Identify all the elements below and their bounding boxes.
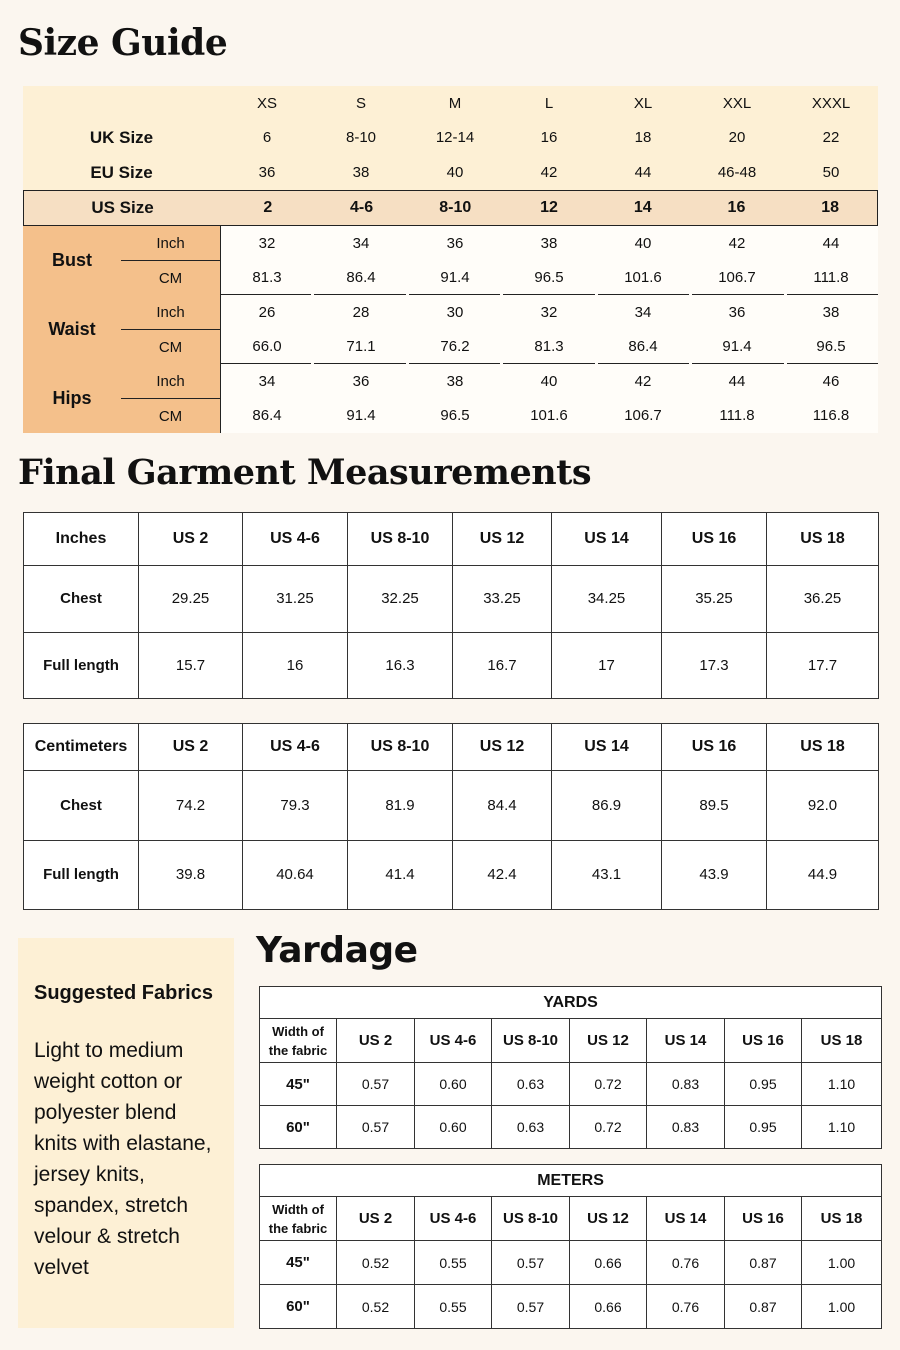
yardage-row xyxy=(260,1241,882,1285)
garment-value-cell: 16 xyxy=(243,632,348,699)
fabric-width-header xyxy=(260,1019,337,1063)
group-vertical-divider xyxy=(220,364,221,433)
garment-value-cell: 84.4 xyxy=(453,771,552,841)
yardage-value-cell: 0.72 xyxy=(570,1063,647,1106)
garment-value-cell: 86.9 xyxy=(552,771,662,841)
unit-cm-label: CM xyxy=(158,338,183,356)
cm-value-cell: 111.8 xyxy=(719,407,755,424)
yardage-value-cell: 0.63 xyxy=(492,1106,570,1149)
garment-value-cell: 15.7 xyxy=(139,632,243,699)
separator-segment xyxy=(503,294,594,295)
yardage-title: Yardage xyxy=(256,930,418,971)
yardage-value-cell: 0.83 xyxy=(647,1063,725,1106)
garment-corner-label: Centimeters xyxy=(24,724,139,771)
cm-values-row xyxy=(220,260,878,295)
yardage-value-cell: 0.72 xyxy=(570,1106,647,1149)
yardage-value-cell: 0.95 xyxy=(725,1106,802,1149)
yardage-value-cell: 0.60 xyxy=(415,1106,492,1149)
garment-header-row xyxy=(24,724,879,771)
eu-size-cell: 46-48 xyxy=(717,164,757,181)
garment-row xyxy=(24,771,879,841)
yardage-size-header: US 16 xyxy=(725,1019,802,1063)
size-letter-cells xyxy=(220,95,878,112)
separator-segment xyxy=(314,294,405,295)
eu-size-cell: 44 xyxy=(634,164,652,181)
garment-value-cell: 36.25 xyxy=(767,566,879,633)
garment-inches-table xyxy=(23,512,879,699)
inch-value-cell: 38 xyxy=(446,372,464,390)
yardage-row-label: 60" xyxy=(260,1106,337,1149)
fabric-width-line2: the fabric xyxy=(268,1220,328,1236)
garment-size-header: US 12 xyxy=(453,513,552,566)
inch-value-cell: 28 xyxy=(352,303,370,321)
cm-value-cell: 101.6 xyxy=(624,269,662,286)
group-vertical-divider xyxy=(220,295,221,364)
measure-group-name: Waist xyxy=(48,319,96,339)
us-size-cell: 2 xyxy=(263,199,273,216)
cm-value-cell: 106.7 xyxy=(624,407,662,424)
yardage-header-row xyxy=(260,1019,882,1063)
garment-value-cell: 16.3 xyxy=(348,632,453,699)
size-letter-row xyxy=(23,86,878,120)
garment-value-cell: 17 xyxy=(552,632,662,699)
cm-value-cell: 96.5 xyxy=(534,269,564,286)
fabric-width-line2: the fabric xyxy=(268,1042,328,1058)
cm-value-cell: 86.4 xyxy=(346,269,376,286)
size-letter-cell: M xyxy=(448,94,462,112)
yardage-size-header: US 12 xyxy=(570,1019,647,1063)
garment-value-cell: 34.25 xyxy=(552,566,662,633)
yardage-value-cell: 0.55 xyxy=(415,1285,492,1329)
garment-cm-table xyxy=(23,723,879,910)
inch-values-row xyxy=(220,364,878,398)
cm-value-cell: 86.4 xyxy=(628,338,658,355)
us-size-cell: 12 xyxy=(540,199,558,216)
uk-size-label: UK Size xyxy=(89,127,154,147)
garment-row-label: Full length xyxy=(24,840,139,910)
eu-size-cell: 36 xyxy=(258,164,276,181)
us-size-cell: 18 xyxy=(821,199,840,216)
garment-value-cell: 16.7 xyxy=(453,632,552,699)
yardage-value-cell: 0.57 xyxy=(492,1241,570,1285)
garment-value-cell: 81.9 xyxy=(348,771,453,841)
yardage-meters-table xyxy=(259,1164,882,1329)
size-letter-cell: XL xyxy=(633,94,653,112)
garment-size-header: US 2 xyxy=(139,724,243,771)
measure-group-name: Hips xyxy=(52,388,92,408)
inch-value-cell: 38 xyxy=(822,303,840,321)
yardage-size-header: US 18 xyxy=(802,1019,882,1063)
garment-size-header: US 8-10 xyxy=(348,724,453,771)
garment-size-header: US 14 xyxy=(552,513,662,566)
garment-value-cell: 39.8 xyxy=(139,840,243,910)
separator-segment xyxy=(220,363,311,364)
cm-value-cell: 116.8 xyxy=(812,407,850,424)
group-separator xyxy=(220,363,878,364)
garment-value-cell: 43.1 xyxy=(552,840,662,910)
yardage-size-header: US 2 xyxy=(337,1197,415,1241)
garment-value-cell: 17.7 xyxy=(767,632,879,699)
inch-value-cell: 42 xyxy=(728,234,746,252)
unit-cm-label: CM xyxy=(158,407,183,425)
uk-size-cell: 22 xyxy=(822,129,840,146)
us-size-label: US Size xyxy=(91,198,154,217)
eu-size-cell: 50 xyxy=(822,164,840,181)
yardage-size-header: US 2 xyxy=(337,1019,415,1063)
yardage-value-cell: 0.76 xyxy=(647,1241,725,1285)
yardage-size-header: US 12 xyxy=(570,1197,647,1241)
garment-value-cell: 41.4 xyxy=(348,840,453,910)
yardage-value-cell: 0.76 xyxy=(647,1285,725,1329)
cm-value-cell: 101.6 xyxy=(530,407,568,424)
eu-size-cells xyxy=(220,164,878,181)
unit-cm-label: CM xyxy=(158,269,183,287)
us-size-cell: 8-10 xyxy=(439,199,472,216)
yardage-yards-table xyxy=(259,986,882,1149)
size-letter-cell: XS xyxy=(256,94,277,112)
inch-value-cell: 34 xyxy=(634,303,652,321)
separator-segment xyxy=(787,294,878,295)
uk-size-cell: 6 xyxy=(262,129,272,146)
inch-value-cell: 40 xyxy=(634,234,652,252)
fabric-width-header xyxy=(260,1197,337,1241)
yardage-value-cell: 0.87 xyxy=(725,1285,802,1329)
size-letter-cell: S xyxy=(355,94,366,112)
yardage-row-label: 45" xyxy=(260,1063,337,1106)
yardage-size-header: US 8-10 xyxy=(492,1019,570,1063)
uk-size-cell: 8-10 xyxy=(345,129,377,146)
uk-size-cells xyxy=(220,129,878,146)
garment-size-header: US 14 xyxy=(552,724,662,771)
garment-value-cell: 92.0 xyxy=(767,771,879,841)
yardage-value-cell: 0.60 xyxy=(415,1063,492,1106)
cm-value-cell: 111.8 xyxy=(813,269,849,286)
garment-size-header: US 4-6 xyxy=(243,513,348,566)
garment-row xyxy=(24,632,879,699)
measure-group-hips xyxy=(23,364,878,433)
eu-size-cell: 38 xyxy=(352,164,370,181)
cm-value-cell: 66.0 xyxy=(252,338,282,355)
yardage-caption-row xyxy=(260,987,882,1019)
group-vertical-divider xyxy=(220,226,221,295)
garment-value-cell: 43.9 xyxy=(662,840,767,910)
cm-value-cell: 71.1 xyxy=(346,338,376,355)
yardage-caption-row xyxy=(260,1165,882,1197)
inch-value-cell: 32 xyxy=(540,303,558,321)
size-letter-cell: XXL xyxy=(722,94,752,112)
yardage-value-cell: 1.10 xyxy=(802,1106,882,1149)
yardage-value-cell: 1.10 xyxy=(802,1063,882,1106)
garment-row xyxy=(24,840,879,910)
uk-size-cell: 20 xyxy=(728,129,746,146)
cm-values-row xyxy=(220,329,878,364)
garment-header-row xyxy=(24,513,879,566)
garment-value-cell: 79.3 xyxy=(243,771,348,841)
inch-value-cell: 46 xyxy=(822,372,840,390)
garment-value-cell: 33.25 xyxy=(453,566,552,633)
yardage-size-header: US 14 xyxy=(647,1019,725,1063)
yardage-value-cell: 0.63 xyxy=(492,1063,570,1106)
uk-size-cell: 12-14 xyxy=(435,129,475,146)
inch-value-cell: 32 xyxy=(258,234,276,252)
garment-value-cell: 17.3 xyxy=(662,632,767,699)
yardage-value-cell: 0.66 xyxy=(570,1241,647,1285)
inch-value-cell: 36 xyxy=(352,372,370,390)
unit-divider xyxy=(121,398,220,399)
garment-title: Final Garment Measurements xyxy=(18,452,592,493)
yardage-value-cell: 0.52 xyxy=(337,1241,415,1285)
yardage-row-label: 45" xyxy=(260,1241,337,1285)
inch-value-cell: 38 xyxy=(540,234,558,252)
unit-divider xyxy=(121,260,220,261)
garment-value-cell: 35.25 xyxy=(662,566,767,633)
uk-size-cell: 16 xyxy=(540,129,558,146)
yardage-row xyxy=(260,1285,882,1329)
garment-size-header: US 18 xyxy=(767,513,879,566)
garment-row-label: Chest xyxy=(24,771,139,841)
suggested-fabrics-title: Suggested Fabrics xyxy=(34,982,213,1004)
inch-values-row xyxy=(220,295,878,329)
group-separator xyxy=(220,294,878,295)
yardage-value-cell: 0.57 xyxy=(337,1063,415,1106)
separator-segment xyxy=(409,294,500,295)
us-size-cells xyxy=(221,199,877,217)
inch-value-cell: 44 xyxy=(822,234,840,252)
inch-value-cell: 40 xyxy=(540,372,558,390)
suggested-fabrics-panel xyxy=(18,938,234,1328)
garment-size-header: US 12 xyxy=(453,724,552,771)
separator-segment xyxy=(598,363,689,364)
separator-segment xyxy=(598,294,689,295)
yardage-value-cell: 0.57 xyxy=(492,1285,570,1329)
unit-inch-label: Inch xyxy=(156,234,185,252)
garment-value-cell: 31.25 xyxy=(243,566,348,633)
garment-value-cell: 32.25 xyxy=(348,566,453,633)
size-guide-table xyxy=(23,86,878,432)
yardage-value-cell: 0.52 xyxy=(337,1285,415,1329)
cm-value-cell: 76.2 xyxy=(440,338,470,355)
garment-value-cell: 42.4 xyxy=(453,840,552,910)
inch-value-cell: 34 xyxy=(352,234,370,252)
yardage-header-row xyxy=(260,1197,882,1241)
garment-size-header: US 2 xyxy=(139,513,243,566)
garment-corner-label: Inches xyxy=(24,513,139,566)
yardage-value-cell: 0.95 xyxy=(725,1063,802,1106)
yardage-size-header: US 4-6 xyxy=(415,1019,492,1063)
garment-row-label: Chest xyxy=(24,566,139,633)
unit-inch-label: Inch xyxy=(156,303,185,321)
garment-size-header: US 8-10 xyxy=(348,513,453,566)
cm-value-cell: 91.4 xyxy=(722,338,752,355)
garment-size-header: US 16 xyxy=(662,513,767,566)
suggested-fabrics-body: Light to medium weight cotton or polyester blend knits with elastane, jersey knits, spandex, stretch velour & stretch velvet xyxy=(34,1039,212,1279)
yardage-value-cell: 1.00 xyxy=(802,1241,882,1285)
fabric-width-line1: Width of xyxy=(272,1201,324,1217)
yardage-value-cell: 0.66 xyxy=(570,1285,647,1329)
inch-value-cell: 30 xyxy=(446,303,464,321)
measure-group-waist xyxy=(23,295,878,364)
size-letter-cell: L xyxy=(544,94,554,112)
yardage-caption: YARDS xyxy=(260,987,882,1019)
uk-size-cell: 18 xyxy=(634,129,652,146)
uk-size-row xyxy=(23,120,878,155)
garment-value-cell: 29.25 xyxy=(139,566,243,633)
garment-row xyxy=(24,566,879,633)
cm-value-cell: 81.3 xyxy=(252,269,282,286)
cm-value-cell: 86.4 xyxy=(252,407,282,424)
eu-size-cell: 42 xyxy=(540,164,558,181)
separator-segment xyxy=(692,363,783,364)
garment-size-header: US 18 xyxy=(767,724,879,771)
separator-segment xyxy=(503,363,594,364)
us-size-cell: 14 xyxy=(633,199,652,216)
yardage-value-cell: 0.57 xyxy=(337,1106,415,1149)
cm-value-cell: 96.5 xyxy=(816,338,846,355)
unit-divider xyxy=(121,329,220,330)
separator-segment xyxy=(220,294,311,295)
inch-value-cell: 34 xyxy=(258,372,276,390)
eu-size-label: EU Size xyxy=(90,162,153,182)
garment-value-cell: 74.2 xyxy=(139,771,243,841)
separator-segment xyxy=(787,363,878,364)
yardage-value-cell: 0.55 xyxy=(415,1241,492,1285)
inch-value-cell: 44 xyxy=(728,372,746,390)
garment-value-cell: 40.64 xyxy=(243,840,348,910)
separator-segment xyxy=(314,363,405,364)
yardage-size-header: US 4-6 xyxy=(415,1197,492,1241)
us-size-row xyxy=(23,190,878,226)
us-size-cell: 16 xyxy=(727,199,746,216)
yardage-size-header: US 8-10 xyxy=(492,1197,570,1241)
cm-value-cell: 91.4 xyxy=(440,269,470,286)
separator-segment xyxy=(692,294,783,295)
eu-size-cell: 40 xyxy=(446,164,464,181)
yardage-row xyxy=(260,1106,882,1149)
yardage-value-cell: 1.00 xyxy=(802,1285,882,1329)
cm-value-cell: 91.4 xyxy=(346,407,376,424)
yardage-value-cell: 0.83 xyxy=(647,1106,725,1149)
yardage-size-header: US 16 xyxy=(725,1197,802,1241)
inch-value-cell: 42 xyxy=(634,372,652,390)
inch-value-cell: 26 xyxy=(258,303,276,321)
unit-inch-label: Inch xyxy=(156,372,185,390)
us-size-cell: 4-6 xyxy=(350,199,374,216)
cm-values-row xyxy=(220,398,878,433)
inch-value-cell: 36 xyxy=(446,234,464,252)
cm-value-cell: 106.7 xyxy=(718,269,756,286)
size-guide-title: Size Guide xyxy=(18,22,228,64)
cm-value-cell: 81.3 xyxy=(534,338,564,355)
fabric-width-line1: Width of xyxy=(272,1023,324,1039)
yardage-caption: METERS xyxy=(260,1165,882,1197)
garment-size-header: US 16 xyxy=(662,724,767,771)
yardage-value-cell: 0.87 xyxy=(725,1241,802,1285)
inch-values-row xyxy=(220,226,878,260)
eu-size-row xyxy=(23,155,878,190)
yardage-row xyxy=(260,1063,882,1106)
garment-value-cell: 89.5 xyxy=(662,771,767,841)
garment-value-cell: 44.9 xyxy=(767,840,879,910)
garment-row-label: Full length xyxy=(24,632,139,699)
yardage-row-label: 60" xyxy=(260,1285,337,1329)
measure-group-bust xyxy=(23,226,878,295)
inch-value-cell: 36 xyxy=(728,303,746,321)
cm-value-cell: 96.5 xyxy=(440,407,470,424)
separator-segment xyxy=(409,363,500,364)
yardage-size-header: US 18 xyxy=(802,1197,882,1241)
garment-size-header: US 4-6 xyxy=(243,724,348,771)
size-letter-cell: XXXL xyxy=(811,94,851,112)
yardage-size-header: US 14 xyxy=(647,1197,725,1241)
measure-group-name: Bust xyxy=(52,250,92,270)
